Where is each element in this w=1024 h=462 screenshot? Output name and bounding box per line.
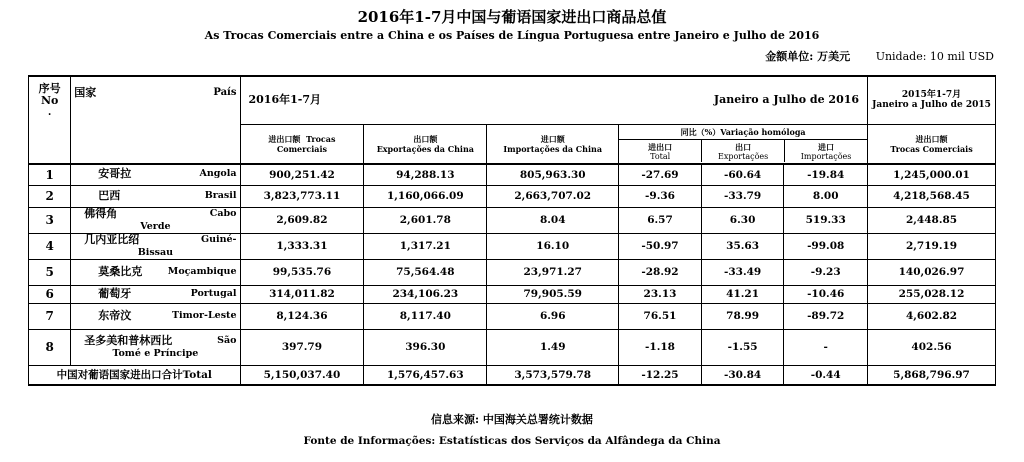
country-cn: 葡萄牙: [98, 286, 132, 300]
row-index: 3: [29, 207, 71, 233]
total-prev: 5,868,796.97: [868, 365, 996, 385]
header-prev-period: 2015年1-7月 Janeiro a Julho de 2015: [868, 76, 996, 124]
row-index: 6: [29, 285, 71, 303]
cell-trade: 99,535.76: [240, 259, 364, 285]
cell-yoy-export: -1.55: [701, 329, 784, 365]
cell-trade: 900,251.42: [240, 164, 364, 185]
country-pt: Brasil: [204, 189, 237, 201]
header-period: 2016年1-7月 Janeiro a Julho de 2016: [240, 76, 868, 124]
cell-prev-trade: 4,602.82: [868, 303, 996, 329]
cell-trade: 397.79: [240, 329, 364, 365]
cell-export: 2,601.78: [364, 207, 487, 233]
cell-export: 396.30: [364, 329, 487, 365]
row-country: [71, 303, 240, 329]
row-index: 8: [29, 329, 71, 365]
cell-export: 1,317.21: [364, 233, 487, 259]
country-cn: 佛得角: [84, 206, 118, 220]
table-row: [29, 164, 996, 185]
cell-yoy-total: -28.92: [619, 259, 702, 285]
page-title: 2016年1-7月中国与葡语国家进出口商品总值: [357, 8, 667, 26]
cell-import: 79,905.59: [487, 285, 619, 303]
cell-prev-trade: 140,026.97: [868, 259, 996, 285]
cell-import: 16.10: [487, 233, 619, 259]
country-cn: 安哥拉: [98, 167, 132, 181]
row-index: 2: [29, 185, 71, 207]
cell-export: 75,564.48: [364, 259, 487, 285]
country-cn: 几内亚比绍: [84, 232, 140, 246]
row-index: 4: [29, 233, 71, 259]
trade-table: [28, 75, 996, 386]
cell-yoy-export: 35.63: [701, 233, 784, 259]
row-index: 7: [29, 303, 71, 329]
cell-trade: 3,823,773.11: [240, 185, 364, 207]
cell-yoy-import: -: [784, 329, 868, 365]
cell-export: 94,288.13: [364, 164, 487, 185]
cell-yoy-total: -1.18: [619, 329, 702, 365]
cell-import: 1.49: [487, 329, 619, 365]
header-row-1: [29, 76, 996, 124]
cell-yoy-total: 23.13: [619, 285, 702, 303]
cell-yoy-export: 41.21: [701, 285, 784, 303]
header-export: 出口额 Exportações da China: [364, 124, 487, 164]
source-cn: 信息来源: 中国海关总署统计数据: [431, 413, 593, 426]
cell-yoy-export: -33.79: [701, 185, 784, 207]
cell-yoy-total: -9.36: [619, 185, 702, 207]
cell-import: 23,971.27: [487, 259, 619, 285]
total-trade: 5,150,037.40: [240, 365, 364, 385]
country-cn: 圣多美和普林西比: [84, 333, 173, 347]
cell-import: 2,663,707.02: [487, 185, 619, 207]
cell-import: 8.04: [487, 207, 619, 233]
cell-export: 1,160,066.09: [364, 185, 487, 207]
country-pt: Portugal: [190, 287, 237, 299]
table-row: [29, 207, 996, 233]
row-country: [71, 233, 240, 259]
country-cn: 东帝汶: [98, 308, 132, 322]
cell-trade: 2,609.82: [240, 207, 364, 233]
header-yoy-export: 出口 Exportações: [702, 140, 785, 162]
country-pt: Cabo: [209, 207, 237, 219]
country-cn: 莫桑比克: [98, 264, 143, 278]
country-cn: 巴西: [98, 188, 121, 202]
cell-yoy-export: 6.30: [701, 207, 784, 233]
page-subtitle: As Trocas Comerciais entre a China e os Países de Língua Portuguesa entre Janeiro e Julho de 2016: [204, 29, 820, 42]
table-row: [29, 185, 996, 207]
cell-prev-trade: 255,028.12: [868, 285, 996, 303]
total-row: [29, 365, 996, 385]
cell-prev-trade: 402.56: [868, 329, 996, 365]
cell-prev-trade: 2,719.19: [868, 233, 996, 259]
cell-prev-trade: 1,245,000.01: [868, 164, 996, 185]
cell-yoy-export: 78.99: [701, 303, 784, 329]
total-yoy-total: -12.25: [619, 365, 702, 385]
cell-yoy-import: 8.00: [784, 185, 868, 207]
cell-yoy-export: -60.64: [701, 164, 784, 185]
table-row: [29, 285, 996, 303]
header-yoy: 同比（%）Variação homóloga 进出口 Total 出口 Exportações 进口 Importações: [619, 124, 868, 164]
row-country: [71, 285, 240, 303]
country-pt: Angola: [199, 168, 237, 180]
unit-pt: Unidade: 10 mil USD: [875, 50, 994, 63]
unit-cn: 金额单位: 万美元: [765, 50, 851, 63]
row-country: [71, 329, 240, 365]
country-pt-line2: Verde: [140, 220, 171, 232]
total-exp: 1,576,457.63: [364, 365, 487, 385]
row-index: 1: [29, 164, 71, 185]
table-row: [29, 233, 996, 259]
cell-export: 234,106.23: [364, 285, 487, 303]
header-country: 国家 País: [71, 76, 240, 164]
table-row: [29, 303, 996, 329]
total-imp: 3,573,579.78: [487, 365, 619, 385]
row-country: [71, 164, 240, 185]
total-yoy-exp: -30.84: [701, 365, 784, 385]
row-country: [71, 185, 240, 207]
cell-yoy-total: -50.97: [619, 233, 702, 259]
header-import: 进口额 Importações da China: [487, 124, 619, 164]
source-pt: Fonte de Informações: Estatísticas dos Serviços da Alfândega da China: [303, 435, 721, 447]
cell-prev-trade: 4,218,568.45: [868, 185, 996, 207]
country-pt-line2: Bissau: [137, 246, 174, 258]
country-pt: São: [217, 334, 237, 346]
cell-yoy-import: 519.33: [784, 207, 868, 233]
cell-import: 6.96: [487, 303, 619, 329]
unit-note: [765, 48, 994, 64]
country-pt: Timor-Leste: [171, 309, 237, 321]
cell-trade: 1,333.31: [240, 233, 364, 259]
total-label: 中国对葡语国家进出口合计Total: [29, 365, 241, 385]
row-index: 5: [29, 259, 71, 285]
header-trade: 进出口额 Trocas Comerciais: [240, 124, 364, 164]
cell-prev-trade: 2,448.85: [868, 207, 996, 233]
table-row: [29, 329, 996, 365]
cell-yoy-total: -27.69: [619, 164, 702, 185]
cell-yoy-import: -89.72: [784, 303, 868, 329]
cell-export: 8,117.40: [364, 303, 487, 329]
cell-trade: 314,011.82: [240, 285, 364, 303]
table-row: [29, 259, 996, 285]
cell-import: 805,963.30: [487, 164, 619, 185]
cell-yoy-total: 76.51: [619, 303, 702, 329]
country-pt-line2: Tomé e Príncipe: [112, 347, 199, 359]
cell-yoy-import: -99.08: [784, 233, 868, 259]
country-pt: Guiné-: [200, 233, 237, 245]
cell-yoy-total: 6.57: [619, 207, 702, 233]
country-pt: Moçambique: [167, 265, 237, 277]
cell-yoy-import: -19.84: [784, 164, 868, 185]
header-yoy-import: 进口 Importações: [800, 141, 852, 161]
total-yoy-imp: -0.44: [784, 365, 868, 385]
header-yoy-total: 进出口 Total: [619, 140, 702, 162]
row-country: [71, 259, 240, 285]
cell-yoy-import: -10.46: [784, 285, 868, 303]
header-prev-trade: 进出口额 Trocas Comerciais: [868, 124, 996, 164]
header-index: 序号No .: [29, 76, 71, 164]
cell-yoy-import: -9.23: [784, 259, 868, 285]
row-country: [71, 207, 240, 233]
cell-trade: 8,124.36: [240, 303, 364, 329]
cell-yoy-export: -33.49: [701, 259, 784, 285]
